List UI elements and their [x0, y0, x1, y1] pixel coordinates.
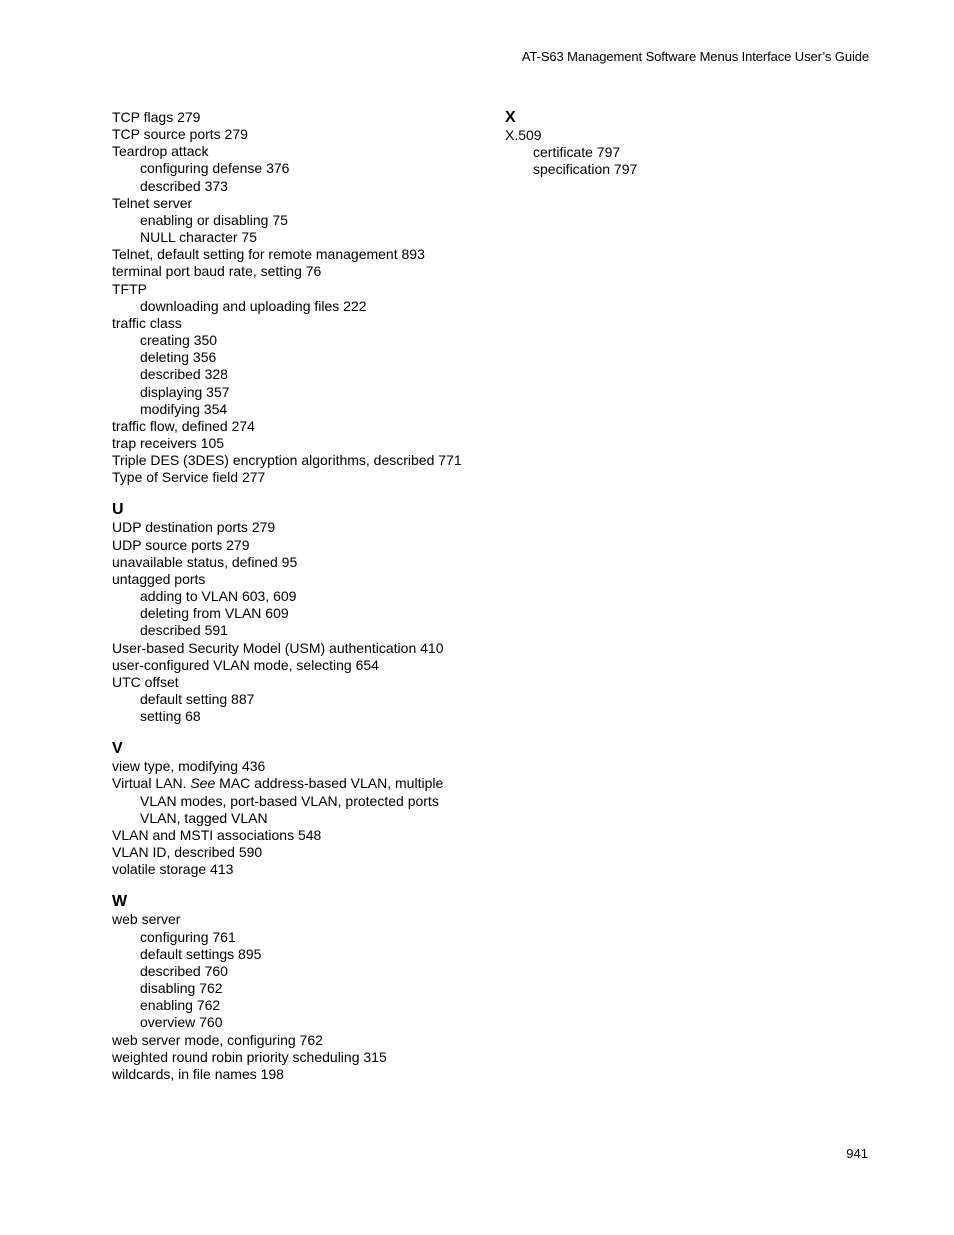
index-subentry: enabling or disabling 75: [140, 211, 288, 228]
index-entry: UTC offset: [112, 673, 179, 690]
index-section-w: [112, 893, 482, 1083]
section-letter-heading: U: [112, 501, 124, 519]
index-column-right: [505, 109, 865, 178]
index-entry: Telnet server: [112, 194, 193, 211]
index-subentry: displaying 357: [140, 383, 230, 400]
index-entry: web server: [112, 911, 181, 928]
index-section-x: [505, 109, 865, 178]
index-subentry: default setting 887: [140, 691, 255, 707]
index-subentry: configuring defense 376: [140, 160, 290, 177]
index-subentry: adding to VLAN 603, 609: [140, 588, 297, 605]
index-entry-continuation: VLAN, tagged VLAN: [140, 809, 268, 826]
index-entry: TCP source ports 279: [112, 126, 248, 143]
index-subentry: creating 350: [140, 332, 218, 349]
index-entry-continuation: VLAN modes, port-based VLAN, protected ports: [140, 792, 439, 809]
index-entry: trap receivers 105: [112, 434, 225, 451]
index-entry: Type of Service field 277: [112, 469, 266, 486]
index-subentry: deleting from VLAN 609: [140, 605, 289, 622]
index-entry: traffic class: [112, 314, 182, 331]
index-subentry: setting 68: [140, 708, 201, 725]
index-entry: volatile storage 413: [112, 861, 234, 878]
section-letter-heading: X: [505, 109, 516, 126]
index-subentry: NULL character 75: [140, 229, 257, 246]
index-subentry: disabling 762: [140, 980, 223, 997]
section-letter-heading: V: [112, 740, 123, 758]
index-entry: X.509: [505, 127, 542, 143]
running-header: AT-S63 Management Software Menus Interface User’s Guide: [521, 49, 869, 64]
index-section-v: [112, 740, 482, 878]
index-subentry: enabling 762: [140, 997, 221, 1014]
index-subentry: default settings 895: [140, 945, 262, 962]
index-section-u: [112, 501, 482, 725]
index-subentry: described 760: [140, 962, 228, 979]
index-entry: user-configured VLAN mode, selecting 654: [112, 656, 379, 673]
index-subentry: specification 797: [533, 161, 638, 178]
index-entry: weighted round robin priority scheduling 315: [112, 1048, 387, 1065]
index-entry: User-based Security Model (USM) authentication 410: [112, 639, 444, 656]
index-entry: traffic flow, defined 274: [112, 417, 255, 434]
entry-rest: MAC address-based VLAN, multiple: [219, 775, 444, 792]
index-entry: TFTP: [112, 280, 147, 297]
index-subentry: modifying 354: [140, 400, 228, 417]
index-entry: Triple DES (3DES) encryption algorithms, described 771: [112, 452, 462, 469]
index-entry: terminal port baud rate, setting 76: [112, 263, 322, 280]
index-entry: unavailable status, defined 95: [112, 553, 298, 570]
index-subentry: described 328: [140, 366, 228, 383]
index-entry: VLAN and MSTI associations 548: [112, 826, 322, 843]
section-letter-heading: W: [112, 893, 128, 911]
index-section-t: [112, 109, 482, 486]
index-subentry: described 591: [140, 622, 228, 639]
index-entry: wildcards, in file names 198: [112, 1065, 284, 1082]
index-subentry: deleting 356: [140, 349, 217, 366]
index-entry: web server mode, configuring 762: [112, 1031, 323, 1048]
index-subentry: certificate 797: [533, 144, 621, 161]
index-entry-virtual-lan: [112, 775, 482, 792]
see-reference: See: [190, 775, 216, 792]
index-subentry: overview 760: [140, 1014, 223, 1031]
index-subentry: configuring 761: [140, 928, 236, 945]
index-subentry: downloading and uploading files 222: [140, 297, 367, 314]
index-column-left: [112, 109, 482, 1083]
index-entry: view type, modifying 436: [112, 758, 266, 775]
page-number: 941: [846, 1146, 868, 1161]
index-entry: Teardrop attack: [112, 143, 209, 160]
index-subentry: described 373: [140, 177, 228, 194]
index-entry: UDP destination ports 279: [112, 519, 276, 536]
index-entry: VLAN ID, described 590: [112, 844, 263, 861]
index-entry: TCP flags 279: [112, 109, 201, 125]
index-entry: UDP source ports 279: [112, 536, 250, 553]
index-entry: Telnet, default setting for remote management 893: [112, 246, 425, 263]
entry-prefix: Virtual LAN.: [112, 775, 191, 792]
index-entry: untagged ports: [112, 570, 206, 587]
